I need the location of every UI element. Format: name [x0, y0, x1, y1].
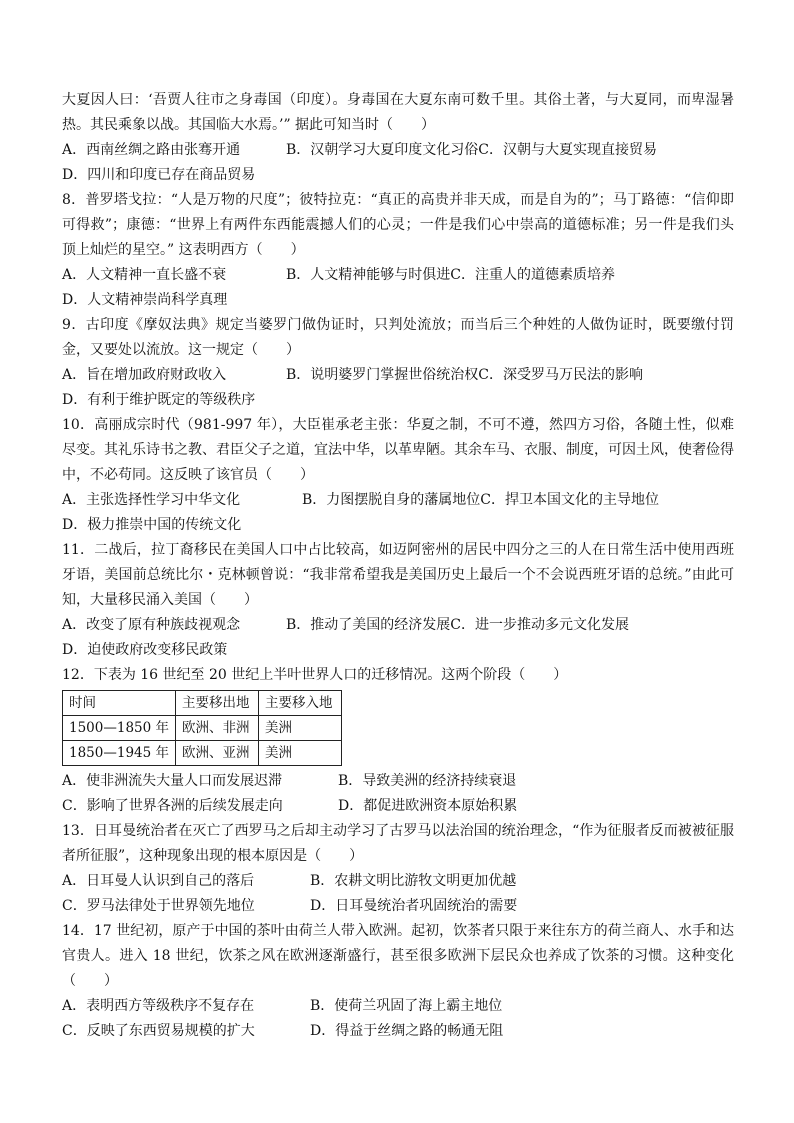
- question-14-options: [62, 994, 734, 1044]
- question-7-options: [62, 138, 734, 188]
- question-14-stem: 14．17 世纪初，原产于中国的茶叶由荷兰人带入欧洲。起初，饮茶者只限于来往东方的荷兰商人、水手和达官贵人。进入 18 世纪，饮茶之风在欧洲逐渐盛行，甚至很多欧洲下层民众也养成了饮茶的习惯。这种变化（ ）: [62, 923, 734, 989]
- q9-option-b: B．说明婆罗门掌握世俗统治权: [286, 367, 479, 383]
- q12-option-d: D．都促进欧洲资本原始积累: [338, 798, 518, 814]
- q11-option-a: A．改变了原有种族歧视观念: [62, 617, 241, 633]
- table-header-cell: 主要移入地: [259, 691, 342, 716]
- q11-option-d: D．迫使政府改变移民政策: [62, 642, 228, 658]
- q13-option-d: D．日耳曼统治者巩固统治的需要: [310, 898, 518, 914]
- q13-option-a: A．日耳曼人认识到自己的落后: [62, 873, 255, 889]
- table-cell: 欧洲、亚洲: [176, 741, 259, 766]
- question-7-stem: 大夏因人曰：‘吾贾人往市之身毒国（印度）。身毒国在大夏东南可数千里。其俗土著，与大夏同，而卑湿暑热。其民乘象以战。其国临大水焉。’” 据此可知当时（ ）: [62, 92, 734, 133]
- table-cell: 1500—1850 年: [63, 716, 176, 741]
- question-9-options: [62, 363, 734, 413]
- q7-option-c: C．汉朝与大夏实现直接贸易: [478, 142, 658, 158]
- question-11-options: [62, 613, 734, 663]
- q8-option-d: D．人文精神崇尚科学真理: [62, 292, 228, 308]
- q10-option-c: C．捍卫本国文化的主导地位: [480, 492, 660, 508]
- question-10-stem: 10．高丽成宗时代（981-997 年），大臣崔承老主张：华夏之制，不可不遵，然四方习俗，各随土性，似难尽变。其礼乐诗书之教、君臣父子之道，宜法中华，以革卑陋。其余车马、衣服、制度，可因土风，使奢俭得中，不必苟同。这反映了该官员（ ）: [62, 417, 734, 483]
- question-9-stem: 9．古印度《摩奴法典》规定当婆罗门做伪证时，只判处流放；而当后三个种姓的人做伪证时，既要缴付罚金，又要处以流放。这一规定（ ）: [62, 317, 734, 358]
- question-13-options: [62, 869, 734, 919]
- question-12-stem: 12．下表为 16 世纪至 20 世纪上半叶世界人口的迁移情况。这两个阶段（ ）: [62, 667, 568, 683]
- q10-option-a: A．主张选择性学习中华文化: [62, 492, 241, 508]
- table-header-cell: 主要移出地: [176, 691, 259, 716]
- q12-option-c: C．影响了世界各洲的后续发展走向: [62, 798, 283, 814]
- q14-option-a: A．表明西方等级秩序不复存在: [62, 998, 255, 1014]
- q14-option-c: C．反映了东西贸易规模的扩大: [62, 1023, 255, 1039]
- table-row: [63, 716, 342, 741]
- q11-option-c: C．进一步推动多元文化发展: [450, 617, 630, 633]
- table-header-row: [63, 691, 342, 716]
- table-header-cell: 时间: [63, 691, 176, 716]
- q13-option-b: B．农耕文明比游牧文明更加优越: [310, 873, 517, 889]
- table-cell: 1850—1945 年: [63, 741, 176, 766]
- q9-option-a: A．旨在增加政府财政收入: [62, 367, 227, 383]
- question-12-options: [62, 769, 734, 819]
- q9-option-d: D．有利于维护既定的等级秩序: [62, 392, 256, 408]
- table-cell: 欧洲、非洲: [176, 716, 259, 741]
- migration-table: [62, 690, 342, 766]
- question-10-options: [62, 488, 734, 538]
- question-11-stem: 11．二战后，拉丁裔移民在美国人口中占比较高，如迈阿密州的居民中四分之三的人在日常生活中使用西班牙语，美国前总统比尔・克林顿曾说：“我非常希望我是美国历史上最后一个不会说西班牙语的总统。”由此可知，大量移民涌入美国（ ）: [62, 542, 734, 608]
- q14-option-b: B．使荷兰巩固了海上霸主地位: [310, 998, 503, 1014]
- q12-option-b: B．导致美洲的经济持续衰退: [338, 773, 517, 789]
- q14-option-d: D．得益于丝绸之路的畅通无阻: [310, 1023, 504, 1039]
- question-8-options: [62, 263, 734, 313]
- q7-option-b: B．汉朝学习大夏印度文化习俗: [286, 142, 479, 158]
- q8-option-c: C．注重人的道德素质培养: [450, 267, 616, 283]
- question-13-stem: 13．日耳曼统治者在灭亡了西罗马之后却主动学习了古罗马以法治国的统治理念，“作为征服者反而被被征服者所征服”，这种现象出现的根本原因是（ ）: [62, 823, 734, 864]
- q10-option-d: D．极力推崇中国的传统文化: [62, 517, 242, 533]
- question-8-stem: 8．普罗塔戈拉：“人是万物的尺度”；彼特拉克：“真正的高贵并非天成，而是自为的”；马丁路德：“信仰即可得救”；康德：“世界上有两件东西能震撼人们的心灵；一件是我们心中崇高的道德标准；另一件是我们头顶上灿烂的星空。” 这表明西方（ ）: [62, 192, 734, 258]
- q12-option-a: A．使非洲流失大量人口而发展迟滞: [62, 773, 283, 789]
- q13-option-c: C．罗马法律处于世界领先地位: [62, 898, 255, 914]
- q8-option-a: A．人文精神一直长盛不衰: [62, 267, 227, 283]
- q8-option-b: B．人文精神能够与时俱进: [286, 267, 451, 283]
- q11-option-b: B．推动了美国的经济发展: [286, 617, 451, 633]
- table-cell: 美洲: [259, 741, 342, 766]
- exam-page: [62, 88, 734, 1044]
- table-row: [63, 741, 342, 766]
- q7-option-d: D．四川和印度已存在商品贸易: [62, 167, 256, 183]
- q9-option-c: C．深受罗马万民法的影响: [478, 367, 644, 383]
- q10-option-b: B．力图摆脱自身的藩属地位: [302, 492, 481, 508]
- q7-option-a: A．西南丝绸之路由张骞开通: [62, 142, 241, 158]
- table-cell: 美洲: [259, 716, 342, 741]
